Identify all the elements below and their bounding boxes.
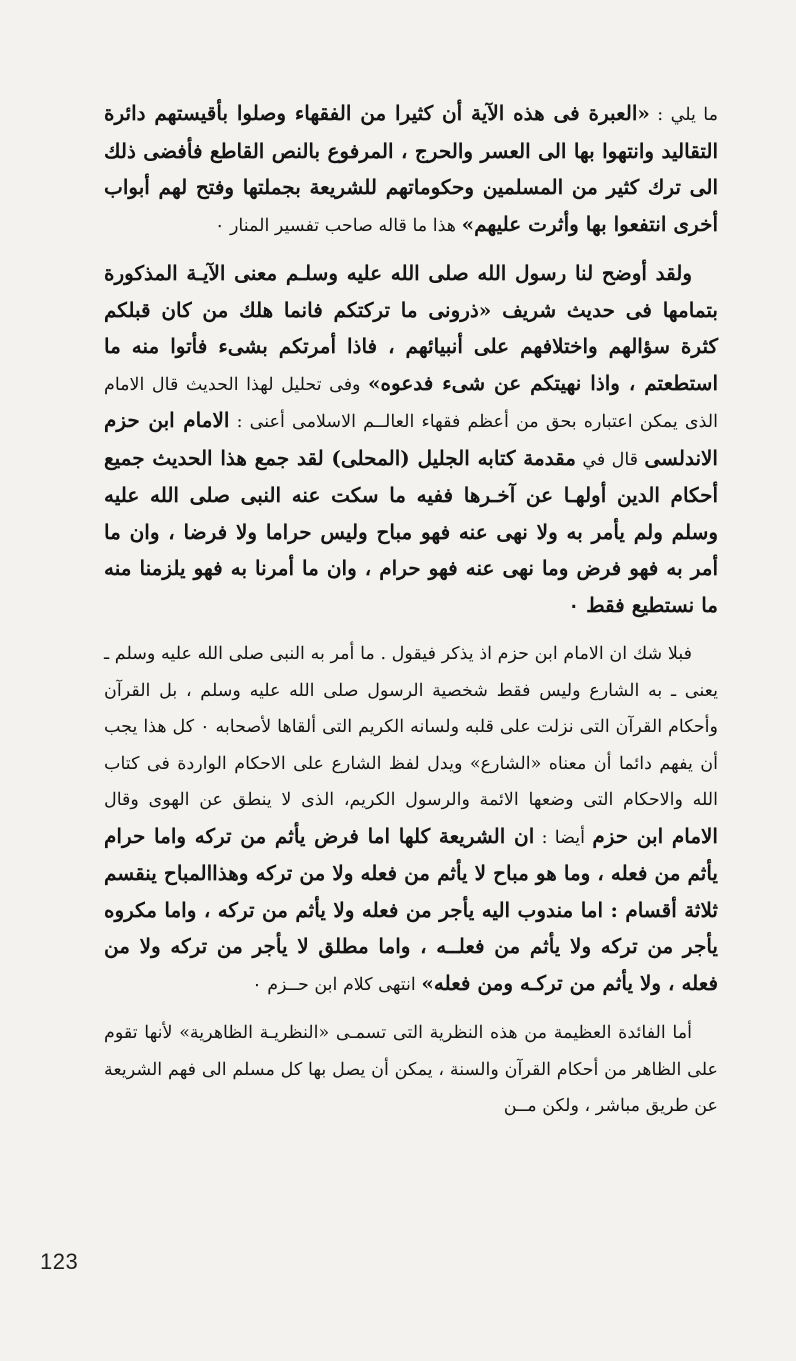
text-run: انتهى كلام ابن حــزم ٠ [252,974,422,995]
page-number: 123 [40,1249,79,1274]
text-run: وفى تحليل لهذا الحديث قال الامام الذى يمكن اعتباره بحق من أعظم فقهاء العالــم الاسلامى أعنى : [104,374,718,432]
paragraph-tafsir-quote [104,96,718,244]
text-run-bold: ان الشريعة كلها اما فرض يأثم من تركه واما حرام يأثم من فعله ، وما هو مباح لا يأثم من فعله ولا من تركه وهذاالمباح ينقسم ثلاثة أقسام : اما مندوب اليه يأجر من فعله ولا يأثم من تركه ، واما مكروه يأجر من تركه ولا يأثم من فعلــه ، واما مطلق لا يأجر من تركه ولا من فعله ، ولا يأثم من تركـه ومن فعله» [104,823,718,995]
text-run: أيضا : [534,827,593,848]
text-run: هذا ما قاله صاحب تفسير المنار ٠ [214,215,462,236]
page-text-block [104,96,718,1125]
paragraph-zahiri-theory [104,1015,718,1125]
paragraph-ibn-hazm [104,636,718,1003]
text-run: قال في [576,449,645,470]
text-run: ما يلي : [649,105,718,125]
text-run: فبلا شك ان الامام ابن حزم اذ يذكر فيقول . ما أمر به النبى صلى الله عليه وسلم ـ يعنى ـ به الشارع وليس فقط شخصية الرسول صلى الله عليه وسلم ، بل القرآن وأحكام القرآن التى نزلت على قلبه ولسانه الكريم التى ألقاها لأصحابه ٠ كل هذا يجب أن يفهم دائما أن معناه «الشارع» ويدل لفظ الشارع على الاحكام الواردة فى كتاب الله والاحكام التى وضعها الائمة والرسول الكريم، الذى لا ينطق عن الهوى وقال [104,644,718,810]
text-run-bold: «العبرة فى هذه الآية أن كثيرا من الفقهاء وصلوا بأقيستهم دائرة التقاليد وانتهوا بها الى العسر والحرج ، المرفوع بالنص القاطع فأفضى ذلك الى ترك كثير من المسلمين وحكوماتهم للشريعة بجملتها وفتح لهم أبواب أخرى انتفعوا بها وأثرت عليهم» [104,101,719,236]
text-run-bold: مقدمة كتابه الجليل (المحلى) لقد جمع هذا الحديث جميع أحكام الدين أولهـا عن آخـرها ففيه ما سكت عنه النبى صلى الله عليه وسلم ولم يأمر به ولا نهى عنه فهو مباح وليس حراما ولا فرضا ، وان ما أمر به فهو فرض وما نهى عنه فهو حرام ، وان ما أمرنا به فهو يلزمنا منه ما نستطيع فقط ٠ [104,445,718,617]
text-run-bold: الامام ابن حزم [592,823,718,848]
text-run-bold: الامام ابن حزم الاندلسى [104,408,718,470]
paragraph-hadith [104,256,718,624]
text-run: أما الفائدة العظيمة من هذه النظرية التى تسمـى «النظريـة الظاهرية» لأنها تقوم على الظاهر من أحكام القرآن والسنة ، يمكن أن يصل بها كل مسلم الى فهم الشريعة عن طريق مباشر ، ولكن مــن [104,1023,718,1116]
text-run-bold: ولقد أوضح لنا رسول الله صلى الله عليه وسلـم معنى الآيـة المذكورة بتمامها فى حديث شريف «ذرونى ما تركتكم فانما هلك من كان قبلكم كثرة سؤالهم واختلافهم على أنبيائهم ، فاذا أمرتكم بشىء فأتوا منه ما استطعتم ، واذا نهيتكم عن شىء فدعوه» [104,261,718,395]
